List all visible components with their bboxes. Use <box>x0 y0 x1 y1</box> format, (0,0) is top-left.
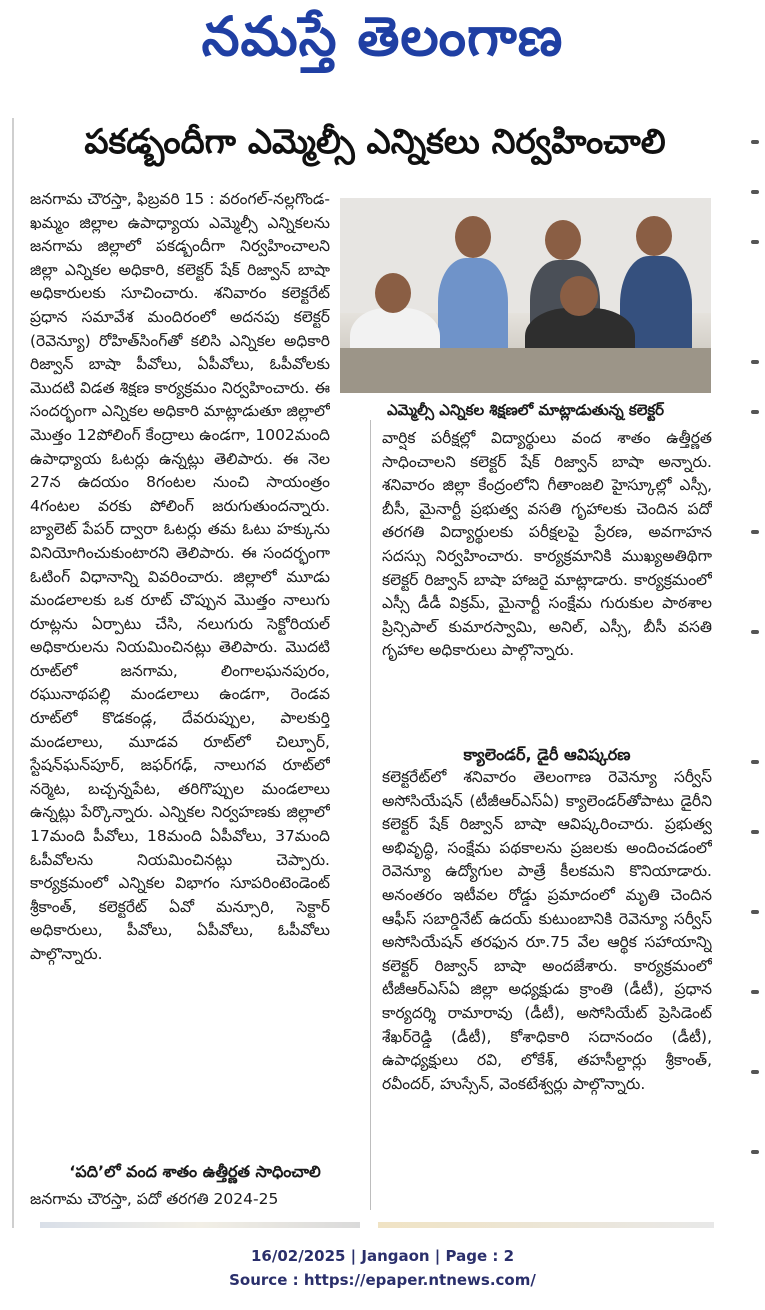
next-article-strip-2 <box>378 1222 714 1228</box>
column-divider <box>370 420 371 1210</box>
article-column-1: జనగామ చౌరస్తా, ఫిబ్రవరి 15 : వరంగల్-నల్లగొండ-ఖమ్మం జిల్లాల ఉపాధ్యాయ ఎమ్మెల్సీ ఎన్నికలను జనగామ జిల్లాలో పకడ్బందీగా నిర్వహించాలని జిల్లా ఎన్నికల అధికారి, కలెక్టర్ షేక్ రిజ్వాన్ బాషా అధికారులకు సూచించారు. శనివారం కలెక్టరేట్ ప్రధాన సమావేశ మందిరంలో అదనపు కలెక్టర్ (రెవెన్యూ) రోహిత్‌సింగ్‌తో కలిసి ఎన్నికల అధికారి రిజ్వాన్ బాషా పీవోలు, ఏపీవోలు, ఓపీవోలకు మొదటి విడత శిక్షణ కార్యక్రమం నిర్వహించారు. ఈ సందర్భంగా ఎన్నికల అధికారి మాట్లాడుతూ జిల్లాలో మొత్తం 12పోలింగ్ కేంద్రాలు ఉండగా, 1002మంది ఉపాధ్యాయ ఓటర్లు ఉన్నట్లు తెలిపారు. ఈ నెల 27న ఉదయం 8గంటల నుంచి సాయంత్రం 4గంటల వరకు పోలింగ్ జరుగుతుందన్నారు. బ్యాలెట్ పేపర్ ద్వారా ఓటర్లు తమ ఓటు హక్కును వినియోగించుకుంటారని తెలిపారు. ఈ సందర్భంగా ఓటింగ్ విధానాన్ని వివరించారు. జిల్లాలో మూడు మండలాలకు ఒక రూట్ చొప్పున మొత్తం నాలుగు రూట్లను ఏర్పాటు చేసి, నలుగురు సెక్టోరియల్ అధికారులను నియమించినట్లు తెలిపారు. మొదటి రూట్‌లో జనగామ, లింగాలఘనపురం, రఘునాథపల్లి మండలాలు ఉండగా, రెండవ రూట్‌లో కొడకండ్ల, దేవరుప్పుల, పాలకుర్తి మండలాలు, మూడవ రూట్‌లో చిల్పూర్, స్టేషన్‌ఘన్‌పూర్, జఫర్‌గఢ్, నాలుగవ రూట్‌లో నర్మెట, బచ్చన్నపేట, తరిగొప్పుల మండలాలు ఉన్నట్లు పేర్కొన్నారు. ఎన్నికల నిర్వహణకు జిల్లాలో 17మంది పీవోలు, 18మంది ఏపీవోలు, 37మంది ఓపీవోలను నియమించినట్లు చెప్పారు. కార్యక్రమంలో ఎన్నికల విభాగం సూపరింటెండెంట్ శ్రీకాంత్, కలెక్టరేట్ ఏవో మన్సూరి, సెక్టార్ అధికారులు, పీవోలు, ఏపీవోలు, ఓపీవోలు పాల్గొన్నారు. <box>30 190 330 963</box>
next-article-strip <box>40 1222 360 1228</box>
page-footer <box>0 1244 765 1292</box>
footer-date-page: 16/02/2025 | Jangaon | Page : 2 <box>250 1247 515 1265</box>
headline: పకడ్బందీగా ఎమ్మెల్సీ ఎన్నికలు నిర్వహించాలి <box>84 122 666 162</box>
subheading-exams: ‘పది’లో వంద శాతం ఉత్తీర్ణత సాధించాలి <box>69 1162 321 1181</box>
photo-caption: ఎమ్మెల్సీ ఎన్నికల శిక్షణలో మాట్లాడుతున్న కలెక్టర్ <box>340 395 711 425</box>
article-2-lead: జనగామ చౌరస్తా, పదో తరగతి 2024-25 <box>30 1190 279 1208</box>
adjacent-article-edge <box>743 110 765 1220</box>
footer-source[interactable]: Source : https://epaper.ntnews.com/ <box>229 1271 536 1289</box>
masthead-title: నమస్తే తెలంగాణ <box>201 4 564 68</box>
article-column-3: కలెక్టరేట్‌లో శనివారం తెలంగాణ రెవెన్యూ సర్వీస్ అసోసియేషన్ (టీజీఆర్ఎస్ఏ) క్యాలెండర్‌తోపాటు డైరీని కలెక్టర్ షేక్ రిజ్వాన్ బాషా ఆవిష్కరించారు. ప్రభుత్వ అభివృద్ధి, సంక్షేమ పథకాలను ప్రజలకు అందించడంలో రెవెన్యూ ఉద్యోగుల పాత్రే కీలకమని కొనియాడారు. అనంతరం ఇటీవల రోడ్డు ప్రమాదంలో మృతి చెందిన ఆఫీస్ సబార్డినేట్ ఉదయ్ కుటుంబానికి రెవెన్యూ సర్వీస్ అసోసియేషన్ తరఫున రూ.75 వేల ఆర్థిక సహాయాన్ని కలెక్టర్ రిజ్వాన్ బాషా అందజేశారు. కార్యక్రమంలో టీజీఆర్ఎస్ఏ జిల్లా అధ్యక్షుడు క్రాంతి (డీటీ), ప్రధాన కార్యదర్శి రామారావు (డీటీ), అసోసియేట్ ప్రెసిడెంట్ శేఖర్‌రెడ్డి (డీటీ), కోశాధికారి సదానందం (డీటీ), ఉపాధ్యక్షులు రవి, లోకేశ్, తహసీల్దార్లు శ్రీకాంత్, రవీందర్, హుస్సేన్, వెంకటేశ్వర్లు పాల్గొన్నారు. <box>382 768 712 1093</box>
subheading-calendar: క్యాలెండర్, డైరీ ఆవిష్కరణ <box>463 745 631 764</box>
news-photo <box>340 198 711 393</box>
left-rule <box>12 118 14 1228</box>
article-column-2: వార్షిక పరీక్షల్లో విద్యార్థులు వంద శాతం ఉత్తీర్ణత సాధించాలని కలెక్టర్ షేక్ రిజ్వాన్ బాషా అన్నారు. శనివారం జిల్లా కేంద్రంలోని గీతాంజలి హైస్కూల్లో ఎస్సీ, బీసీ, మైనార్టీ ప్రభుత్వ వసతి గృహాలకు చెందిన పదో తరగతి విద్యార్థులకు పరీక్షలపై ప్రేరణ, అవగాహన సదస్సు నిర్వహించారు. కార్యక్రమానికి ముఖ్యఅతిథిగా కలెక్టర్ రిజ్వాన్ బాషా హాజరై మాట్లాడారు. కార్యక్రమంలో ఎస్సీ డీడీ విక్రమ్, మైనార్టీ సంక్షేమ గురుకుల పాఠశాల ప్రిన్సిపాల్ కుమారస్వామి, అనిల్, ఎస్సీ, బీసీ వసతి గృహాల అధికారులు పాల్గొన్నారు. <box>382 429 712 660</box>
masthead <box>0 0 765 96</box>
